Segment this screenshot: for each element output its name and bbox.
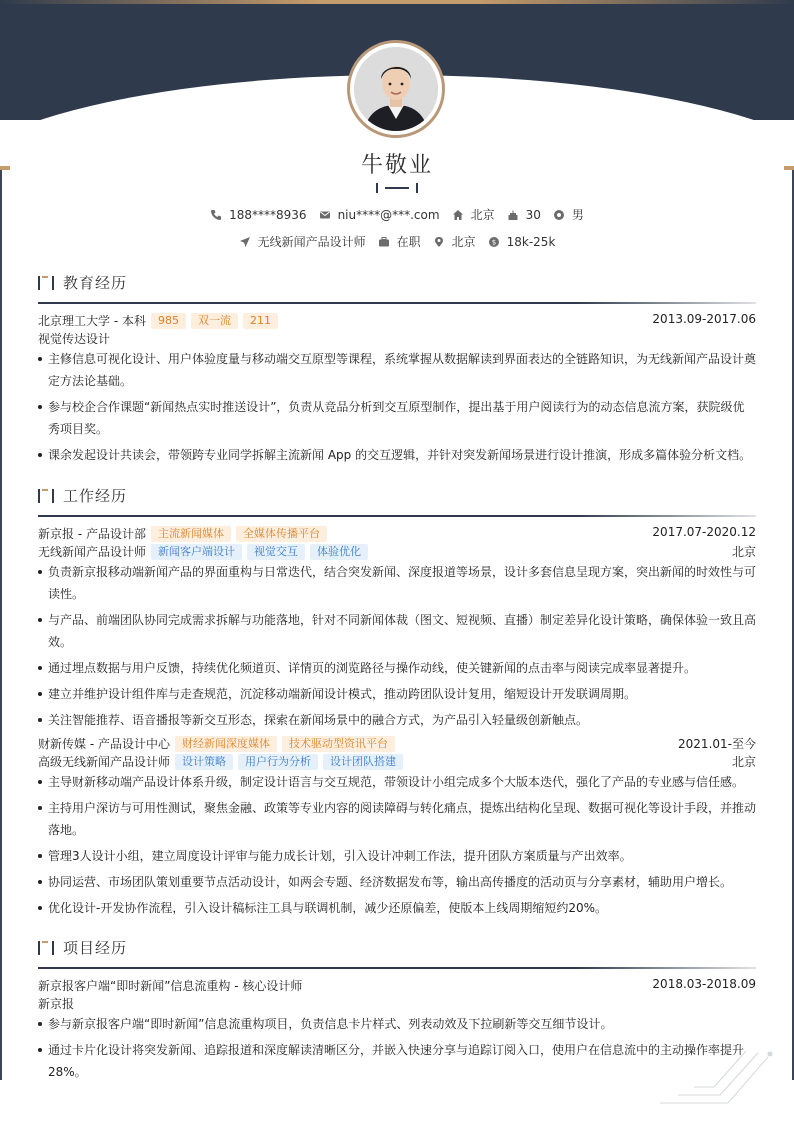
name-divider xyxy=(376,183,418,193)
job-bullets xyxy=(38,561,756,731)
cake-icon xyxy=(507,209,519,221)
status-text: 在职 xyxy=(396,235,421,249)
project-entry-head xyxy=(38,977,756,995)
list-item: 参与校企合作课题“新闻热点实时推送设计”，负责从竞品分析到交互原型制作，提出基于用户阅读行为的动态信息流方案，获院级优秀项目奖。 xyxy=(38,396,756,440)
projects-title: 项目经历 xyxy=(63,939,128,957)
section-bracket-icon xyxy=(38,941,58,955)
target-city-text: 北京 xyxy=(451,235,476,249)
age-item xyxy=(507,208,541,222)
role-tag: 体验优化 xyxy=(310,544,368,560)
company-tag: 财经新闻深度媒体 xyxy=(175,736,277,752)
pin-icon xyxy=(433,236,445,248)
side-border-left xyxy=(0,170,2,1080)
list-item: 优化设计-开发协作流程，引入设计稿标注工具与联调机制，减少还原偏差，使版本上线周期缩短约20%。 xyxy=(38,897,756,919)
coin-icon xyxy=(488,236,500,248)
gender-icon xyxy=(553,209,565,221)
education-entry-head xyxy=(38,312,756,330)
list-item: 主导财新移动端产品设计体系升级，制定设计语言与交互规范，带领设计小组完成多个大版本迭代，强化了产品的专业感与信任感。 xyxy=(38,771,756,793)
briefcase-icon xyxy=(378,236,390,248)
job-location: 北京 xyxy=(731,755,756,769)
list-item: 协同运营、市场团队策划重要节点活动设计，如两会专题、经济数据发布等，输出高传播度的活动页与分享素材，辅助用户增长。 xyxy=(38,871,756,893)
role-tag: 设计策略 xyxy=(175,754,233,770)
work-header xyxy=(38,485,756,509)
candidate-name: 牛敬业 xyxy=(360,153,433,178)
list-item: 建立并维护设计组件库与走查规范，沉淀移动端新闻设计模式，推动跨团队设计复用，缩短设计开发联调周期。 xyxy=(38,683,756,705)
work-section xyxy=(38,485,756,923)
job-period: 2021.01-至今 xyxy=(678,737,756,751)
job-intent-row xyxy=(0,233,794,250)
education-bullets xyxy=(38,348,756,466)
section-divider xyxy=(38,967,756,969)
salary-text: 18k-25k xyxy=(506,234,556,249)
role-tag: 新闻客户端设计 xyxy=(151,544,242,560)
section-bracket-icon xyxy=(38,489,58,503)
job-entry-head xyxy=(38,735,756,753)
location-item xyxy=(433,233,476,250)
gender-text: 男 xyxy=(571,208,584,222)
list-item: 与产品、前端团队协同完成需求拆解与功能落地，针对不同新闻体裁（图文、短视频、直播）制定差异化设计策略，确保体验一致且高效。 xyxy=(38,609,756,653)
school-tag: 985 xyxy=(151,313,186,329)
company-name: 新京报 - 产品设计部 xyxy=(38,527,146,541)
corner-decoration xyxy=(658,1045,778,1107)
project-bullets xyxy=(38,1013,756,1083)
list-item: 通过卡片化设计将突发新闻、追踪报道和深度解读清晰区分，并嵌入快速分享与追踪订阅入口，使用户在信息流中的主动操作率提升28%。 xyxy=(38,1039,756,1083)
project-org: 新京报 xyxy=(38,997,75,1011)
phone-text: 188****8936 xyxy=(229,207,307,222)
list-item: 课余发起设计共读会，带领跨专业同学拆解主流新闻 App 的交互逻辑，并针对突发新闻场景进行设计推演，形成多篇体验分析文档。 xyxy=(38,444,756,466)
header-gold-line xyxy=(0,0,794,4)
education-period: 2013.09-2017.06 xyxy=(652,312,756,326)
mail-icon xyxy=(319,209,331,221)
school-tag: 双一流 xyxy=(191,313,238,329)
city-item xyxy=(452,206,495,223)
list-item: 通过埋点数据与用户反馈，持续优化频道页、详情页的浏览路径与操作动线，使关键新闻的点击率与阅读完成率显著提升。 xyxy=(38,657,756,679)
job-role-row xyxy=(38,543,756,561)
gender-item xyxy=(553,206,584,223)
role-tag: 视觉交互 xyxy=(247,544,305,560)
salary-item xyxy=(488,235,556,249)
email-item xyxy=(319,208,440,222)
company-tag: 技术驱动型资讯平台 xyxy=(282,736,395,752)
job-period: 2017.07-2020.12 xyxy=(652,525,756,539)
list-item: 管理3人设计小组，建立周度设计评审与能力成长计划，引入设计冲刺工作法，提升团队方案质量与产出效率。 xyxy=(38,845,756,867)
job-location: 北京 xyxy=(731,545,756,559)
major: 视觉传达设计 xyxy=(38,332,111,346)
contact-row xyxy=(0,206,794,223)
company-name: 财新传媒 - 产品设计中心 xyxy=(38,737,170,751)
job-entry-head xyxy=(38,525,756,543)
role-tag: 设计团队搭建 xyxy=(323,754,403,770)
projects-header xyxy=(38,937,756,961)
education-header xyxy=(38,272,756,296)
position-text: 无线新闻产品设计师 xyxy=(257,235,366,249)
section-divider xyxy=(38,515,756,517)
city-text: 北京 xyxy=(470,208,495,222)
job-bullets xyxy=(38,771,756,919)
list-item: 参与新京报客户端“即时新闻”信息流重构项目，负责信息卡片样式、列表动效及下拉刷新等交互细节设计。 xyxy=(38,1013,756,1035)
send-icon xyxy=(239,236,251,248)
job-role: 高级无线新闻产品设计师 xyxy=(38,755,171,769)
education-section xyxy=(38,272,756,470)
phone-icon xyxy=(210,209,222,221)
school-tag: 211 xyxy=(243,313,278,329)
svg-text:$: $ xyxy=(491,238,496,246)
list-item: 负责新京报移动端新闻产品的界面重构与日常迭代，结合突发新闻、深度报道等场景，设计多套信息呈现方案，突出新闻的时效性与可读性。 xyxy=(38,561,756,605)
job-role: 无线新闻产品设计师 xyxy=(38,545,147,559)
email-text: niu****@***.com xyxy=(337,207,440,222)
job-role-row xyxy=(38,753,756,771)
education-title: 教育经历 xyxy=(63,274,128,292)
company-tag: 全媒体传播平台 xyxy=(236,526,327,542)
avatar-photo xyxy=(354,47,438,131)
home-icon xyxy=(452,209,464,221)
work-title: 工作经历 xyxy=(63,487,128,505)
school-name: 北京理工大学 - 本科 xyxy=(38,314,146,328)
list-item: 关注智能推荐、语音播报等新交互形态，探索在新闻场景中的融合方式，为产品引入轻量级创新触点。 xyxy=(38,709,756,731)
section-bracket-icon xyxy=(38,276,58,290)
age-text: 30 xyxy=(525,207,541,222)
position-item xyxy=(239,233,366,250)
phone-item xyxy=(210,208,306,222)
status-item xyxy=(378,233,421,250)
section-divider xyxy=(38,302,756,304)
projects-section xyxy=(38,937,756,1087)
company-tag: 主流新闻媒体 xyxy=(151,526,231,542)
list-item: 主修信息可视化设计、用户体验度量与移动端交互原型等课程，系统掌握从数据解读到界面表达的全链路知识，为无线新闻产品设计奠定方法论基础。 xyxy=(38,348,756,392)
list-item: 主持用户深访与可用性测试，聚焦金融、政策等专业内容的阅读障碍与转化痛点，提炼出结构化呈现、数据可视化等设计手段，并推动落地。 xyxy=(38,797,756,841)
project-name: 新京报客户端“即时新闻”信息流重构 - 核心设计师 xyxy=(38,979,303,993)
avatar xyxy=(347,40,445,138)
role-tag: 用户行为分析 xyxy=(238,754,318,770)
project-period: 2018.03-2018.09 xyxy=(652,977,756,991)
